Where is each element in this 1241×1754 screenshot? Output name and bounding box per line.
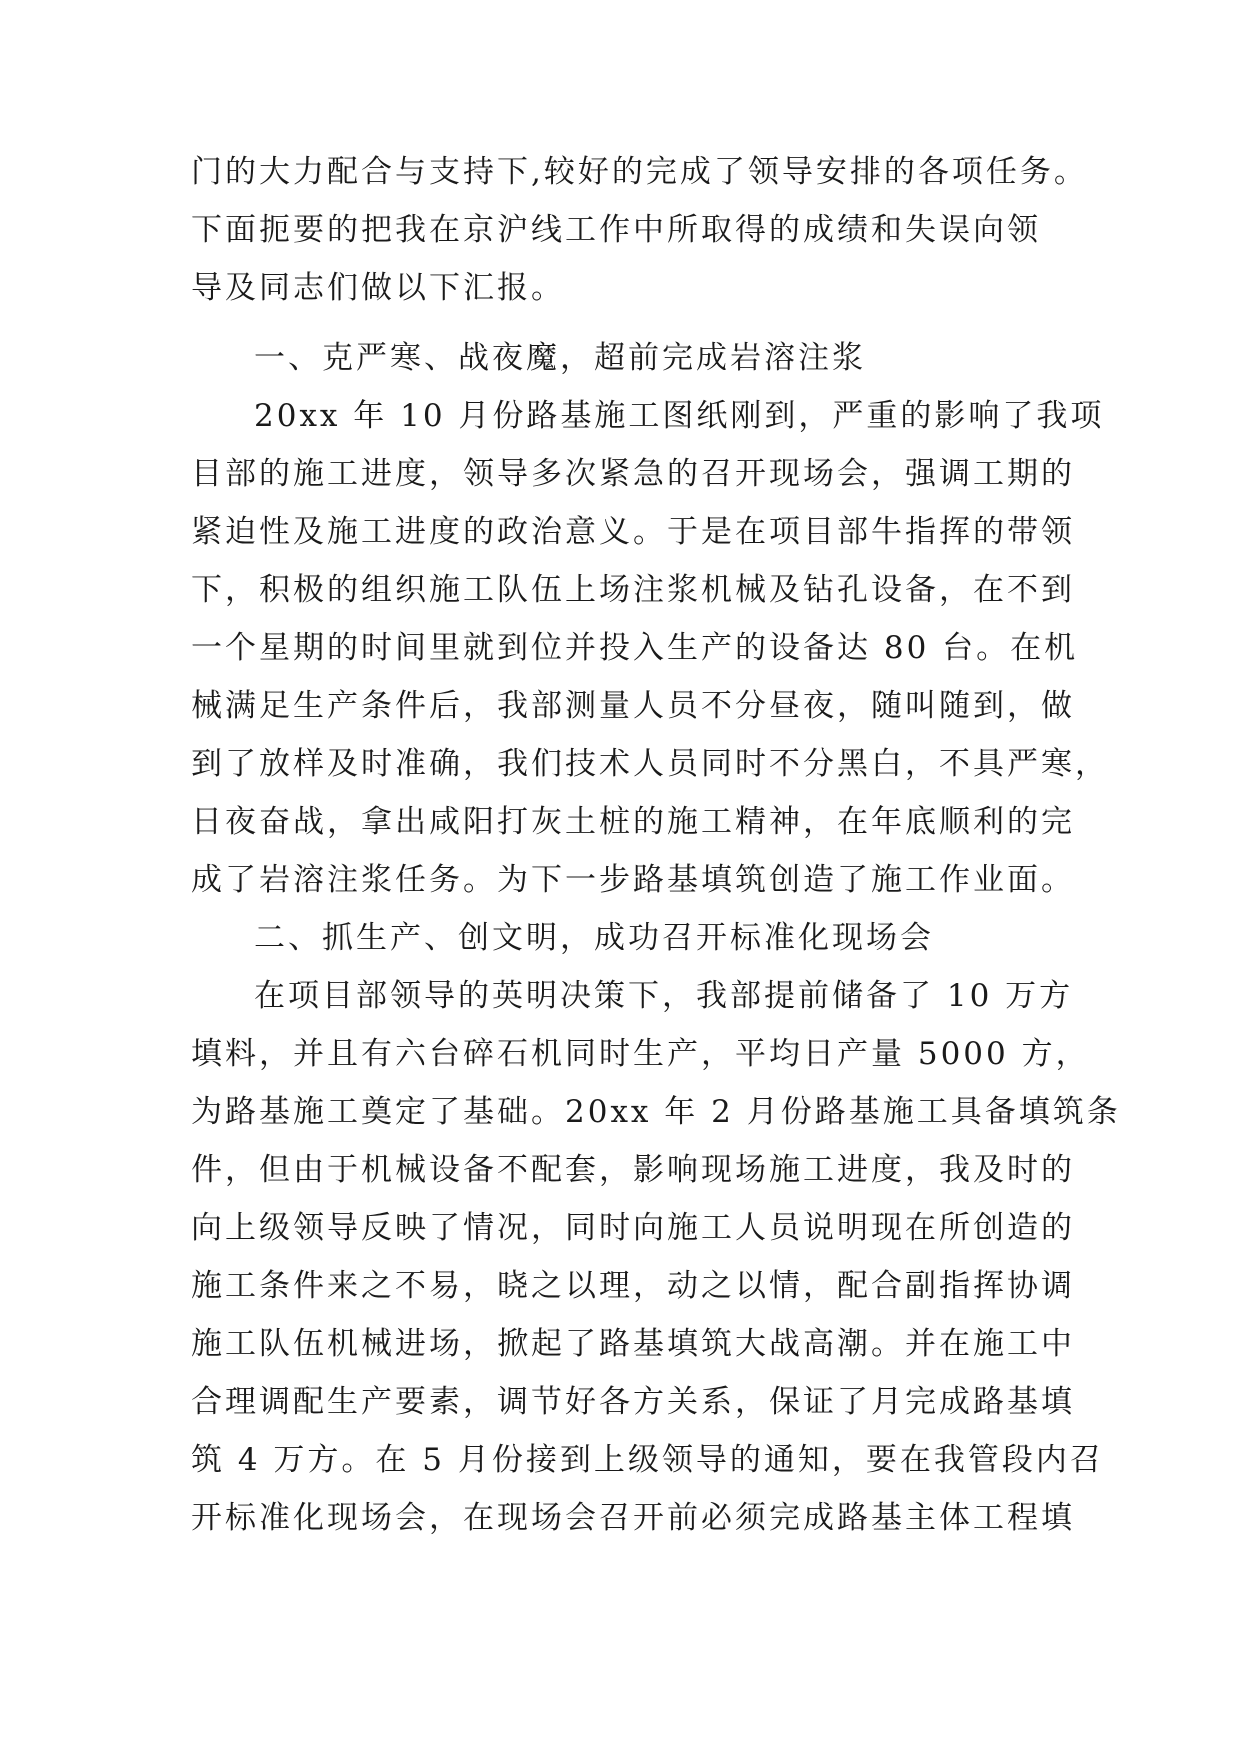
- text-line: 件，但由于机械设备不配套，影响现场施工进度，我及时的: [191, 1152, 1075, 1188]
- text-line: 门的大力配合与支持下,较好的完成了领导安排的各项任务。: [191, 154, 1088, 190]
- text-line: 施工队伍机械进场，掀起了路基填筑大战高潮。并在施工中: [191, 1326, 1075, 1362]
- text-line: 向上级领导反映了情况，同时向施工人员说明现在所创造的: [191, 1210, 1075, 1246]
- text-line: 成了岩溶注浆任务。为下一步路基填筑创造了施工作业面。: [191, 862, 1075, 898]
- text-line: 在项目部领导的英明决策下，我部提前储备了 10 万方: [254, 978, 1074, 1014]
- text-line: 一个星期的时间里就到位并投入生产的设备达 80 台。在机: [191, 630, 1079, 666]
- text-line: 下，积极的组织施工队伍上场注浆机械及钻孔设备，在不到: [191, 572, 1075, 608]
- text-line: 下面扼要的把我在京沪线工作中所取得的成绩和失误向领: [191, 212, 1041, 248]
- text-line: 20xx 年 10 月份路基施工图纸刚到，严重的影响了我项: [254, 398, 1105, 434]
- text-line: 到了放样及时准确，我们技术人员同时不分黑白，不具严寒，: [191, 746, 1109, 782]
- section-heading: 一、克严寒、战夜魔，超前完成岩溶注浆: [254, 340, 866, 376]
- text-line: 施工条件来之不易，晓之以理，动之以情，配合副指挥协调: [191, 1268, 1075, 1304]
- text-line: 导及同志们做以下汇报。: [191, 270, 565, 306]
- text-line: 合理调配生产要素，调节好各方关系，保证了月完成路基填: [191, 1384, 1075, 1420]
- text-line: 目部的施工进度，领导多次紧急的召开现场会，强调工期的: [191, 456, 1075, 492]
- text-line: 筑 4 万方。在 5 月份接到上级领导的通知，要在我管段内召: [191, 1442, 1104, 1478]
- text-line: 紧迫性及施工进度的政治意义。于是在项目部牛指挥的带领: [191, 514, 1075, 550]
- text-line: 填料，并且有六台碎石机同时生产，平均日产量 5000 方，: [191, 1036, 1090, 1072]
- text-line: 日夜奋战，拿出咸阳打灰土桩的施工精神，在年底顺利的完: [191, 804, 1075, 840]
- section-heading: 二、抓生产、创文明，成功召开标准化现场会: [254, 920, 934, 956]
- text-line: 械满足生产条件后，我部测量人员不分昼夜，随叫随到，做: [191, 688, 1075, 724]
- text-line: 为路基施工奠定了基础。20xx 年 2 月份路基施工具备填筑条: [191, 1094, 1121, 1130]
- text-line: 开标准化现场会，在现场会召开前必须完成路基主体工程填: [191, 1500, 1075, 1536]
